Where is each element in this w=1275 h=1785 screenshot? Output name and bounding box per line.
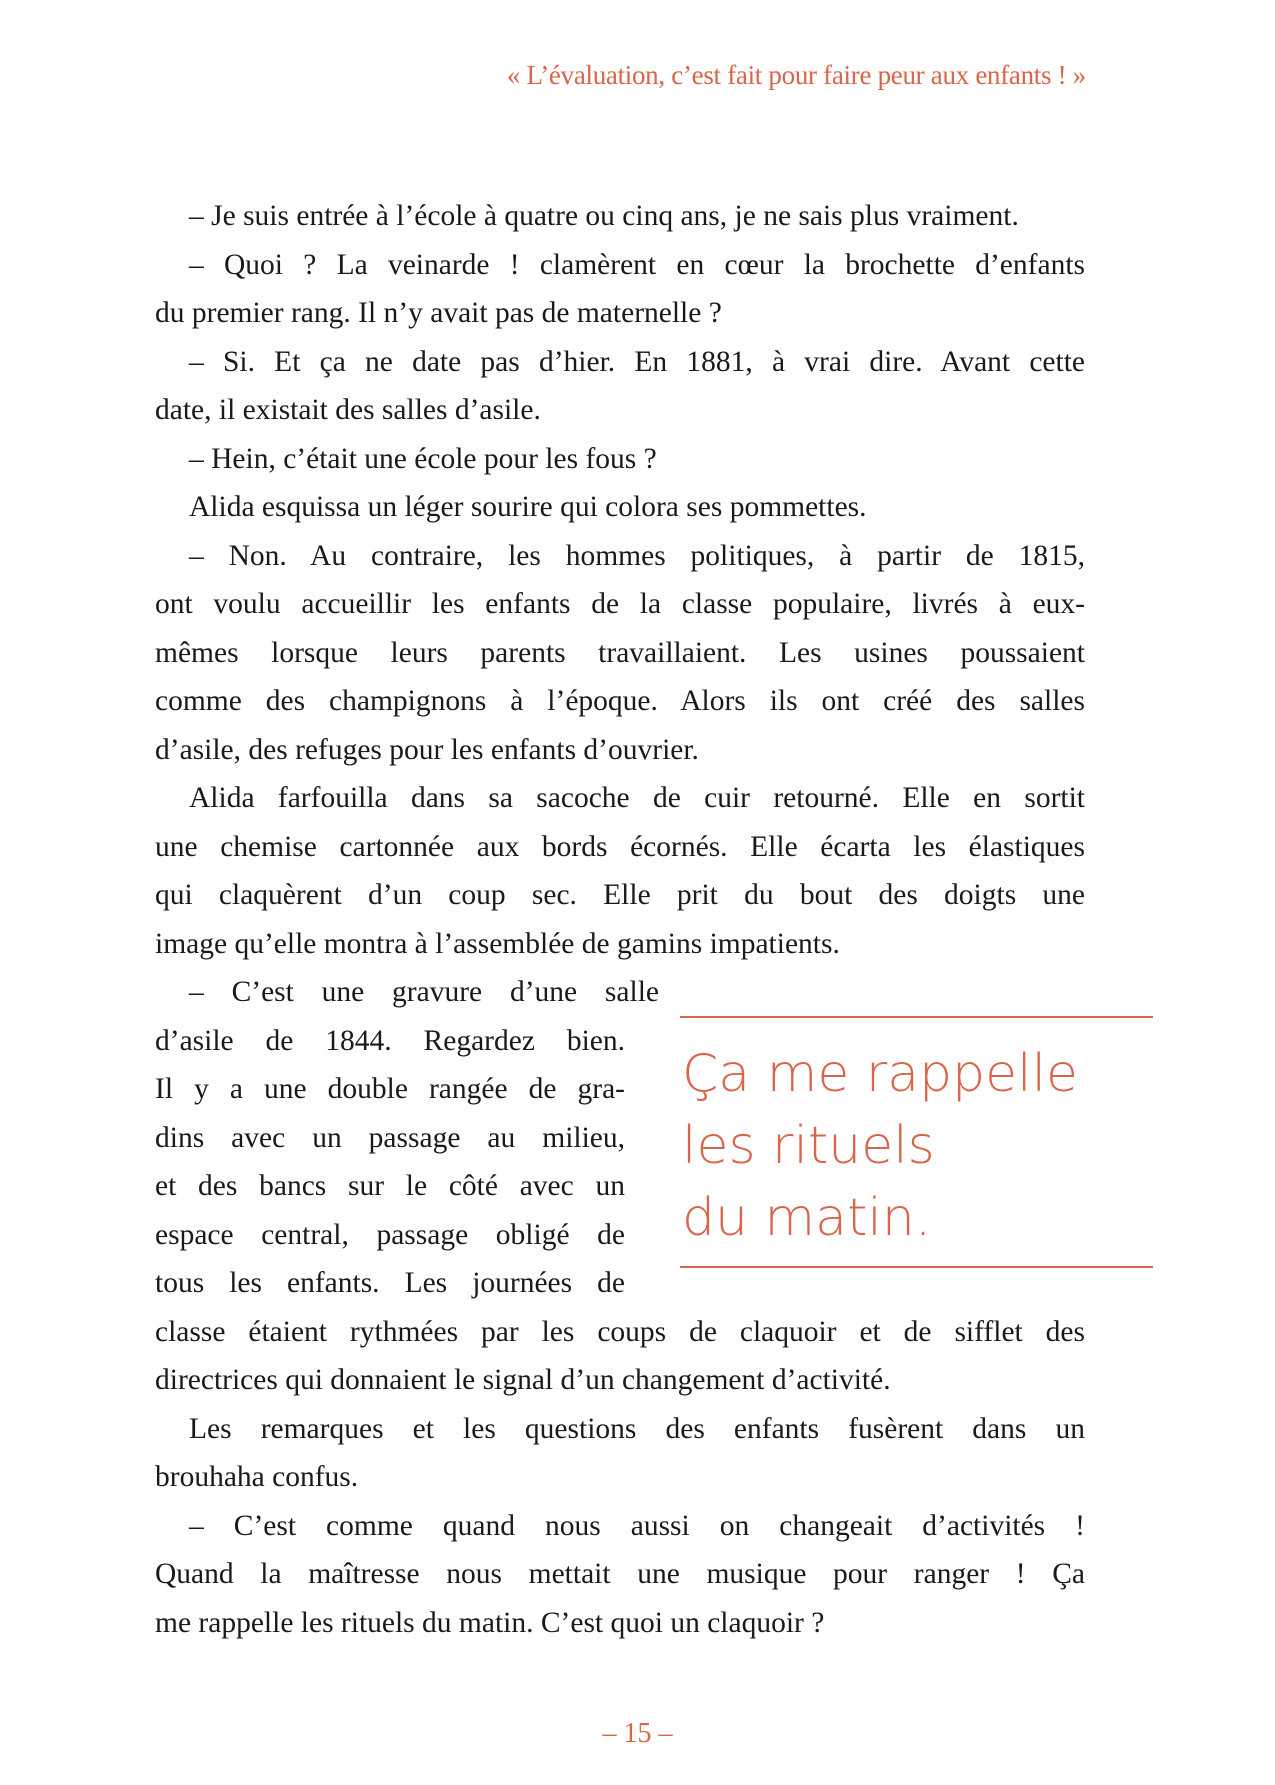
pull-quote-text (682, 1038, 1078, 1254)
paragraph-line: d’asile, des refuges pour les enfants d’ouvrier. (155, 733, 699, 766)
paragraph-line: – C’est comme quand nous aussi on changeait d’activités ! (189, 1509, 1085, 1542)
pull-quote-line: les rituels (682, 1116, 935, 1176)
paragraph-line: une chemise cartonnée aux bords écornés. Elle écarta les élastiques (155, 830, 1085, 863)
paragraph-line: qui claquèrent d’un coup sec. Elle prit du bout des doigts une (155, 879, 1085, 911)
paragraph-line: d’asile de 1844. Regardez bien. (155, 1024, 625, 1057)
paragraph-line: tous les enfants. Les journées de (155, 1267, 625, 1299)
paragraph-line: Quand la maîtresse nous mettait une musique pour ranger ! Ça (155, 1558, 1085, 1590)
paragraph-line: me rappelle les rituels du matin. C’est quoi un claquoir ? (155, 1606, 825, 1639)
body-text (155, 192, 1085, 1647)
paragraph-line: classe étaient rythmées par les coups de claquoir et de sifflet des (155, 1315, 1085, 1348)
pull-quote-line: Ça me rappelle (682, 1044, 1079, 1104)
paragraph-line: date, il existait des salles d’asile. (155, 394, 541, 426)
paragraph-line: image qu’elle montra à l’assemblée de gamins impatients. (155, 927, 840, 960)
page-number: – 15 – (602, 1718, 673, 1749)
paragraph-line: – Quoi ? La veinarde ! clamèrent en cœur la brochette d’enfants (189, 248, 1085, 281)
paragraph-line: mêmes lorsque leurs parents travaillaient. Les usines poussaient (155, 636, 1085, 669)
paragraph-line: brouhaha confus. (155, 1461, 359, 1493)
paragraph-line: – Hein, c’était une école pour les fous ? (189, 442, 657, 475)
paragraph-line: ont voulu accueillir les enfants de la classe populaire, livrés à eux- (155, 588, 1085, 620)
paragraph-line: Il y a une double rangée de gra- (155, 1073, 625, 1105)
paragraph-line: – Non. Au contraire, les hommes politiques, à partir de 1815, (189, 539, 1085, 572)
paragraph-line: – Si. Et ça ne date pas d’hier. En 1881, à vrai dire. Avant cette (189, 345, 1085, 378)
paragraph-line: comme des champignons à l’époque. Alors ils ont créé des salles (155, 685, 1085, 717)
paragraph-line: espace central, passage obligé de (155, 1218, 625, 1251)
paragraph-line: Alida farfouilla dans sa sacoche de cuir retourné. Elle en sortit (189, 782, 1085, 814)
paragraph-line: directrices qui donnaient le signal d’un changement d’activité. (155, 1364, 891, 1396)
paragraph-line: dins avec un passage au milieu, (155, 1121, 625, 1154)
paragraph-line: Alida esquissa un léger sourire qui colora ses pommettes. (189, 491, 867, 523)
paragraph-line: – Je suis entrée à l’école à quatre ou cinq ans, je ne sais plus vraiment. (189, 200, 1019, 232)
paragraph-line: Les remarques et les questions des enfants fusèrent dans un (189, 1412, 1085, 1445)
paragraph-line: du premier rang. Il n’y avait pas de maternelle ? (155, 297, 722, 329)
pull-quote (680, 1016, 1153, 1268)
pull-quote-line: du matin. (682, 1188, 932, 1248)
paragraph-line: et des bancs sur le côté avec un (155, 1170, 625, 1202)
running-header: « L’évaluation, c’est fait pour faire peur aux enfants ! » (506, 60, 1086, 90)
paragraph-line: – C’est une gravure d’une salle (189, 976, 659, 1008)
